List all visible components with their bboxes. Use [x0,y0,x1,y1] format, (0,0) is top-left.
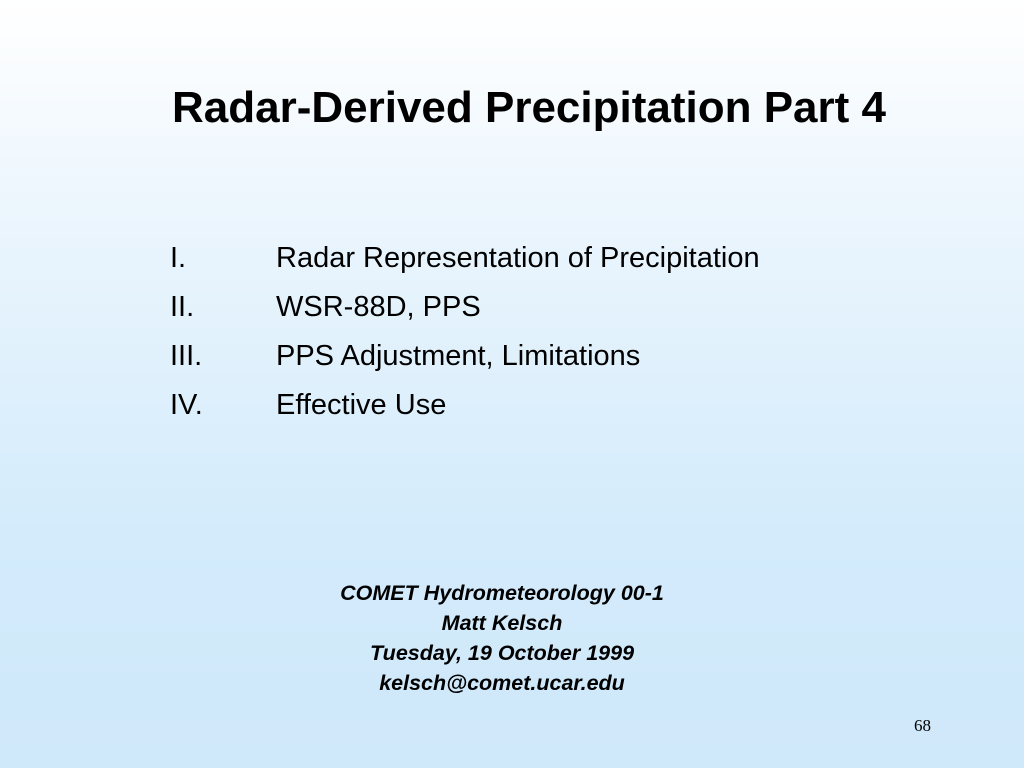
author-name: Matt Kelsch [441,611,563,635]
author-email: kelsch@comet.ucar.edu [379,671,625,695]
outline-text: Radar Representation of Precipitation [276,242,760,274]
outline-text: PPS Adjustment, Limitations [276,340,641,372]
course-name: COMET Hydrometeorology 00-1 [340,581,664,605]
slide-title: Radar-Derived Precipitation Part 4 [171,83,886,132]
outline-item [170,334,760,383]
outline-item [170,383,760,432]
outline-numeral: II. [170,291,195,323]
outline-numeral: I. [170,242,187,274]
credits-block [0,578,1004,698]
outline-text: Effective Use [276,389,447,421]
outline-numeral: IV. [170,389,203,421]
outline-numeral: III. [170,340,203,372]
outline-item [170,236,760,285]
page-number: 68 [914,716,931,735]
presentation-date: Tuesday, 19 October 1999 [369,641,635,665]
outline-text: WSR-88D, PPS [276,291,481,323]
outline-list [170,236,760,432]
outline-item [170,285,760,334]
